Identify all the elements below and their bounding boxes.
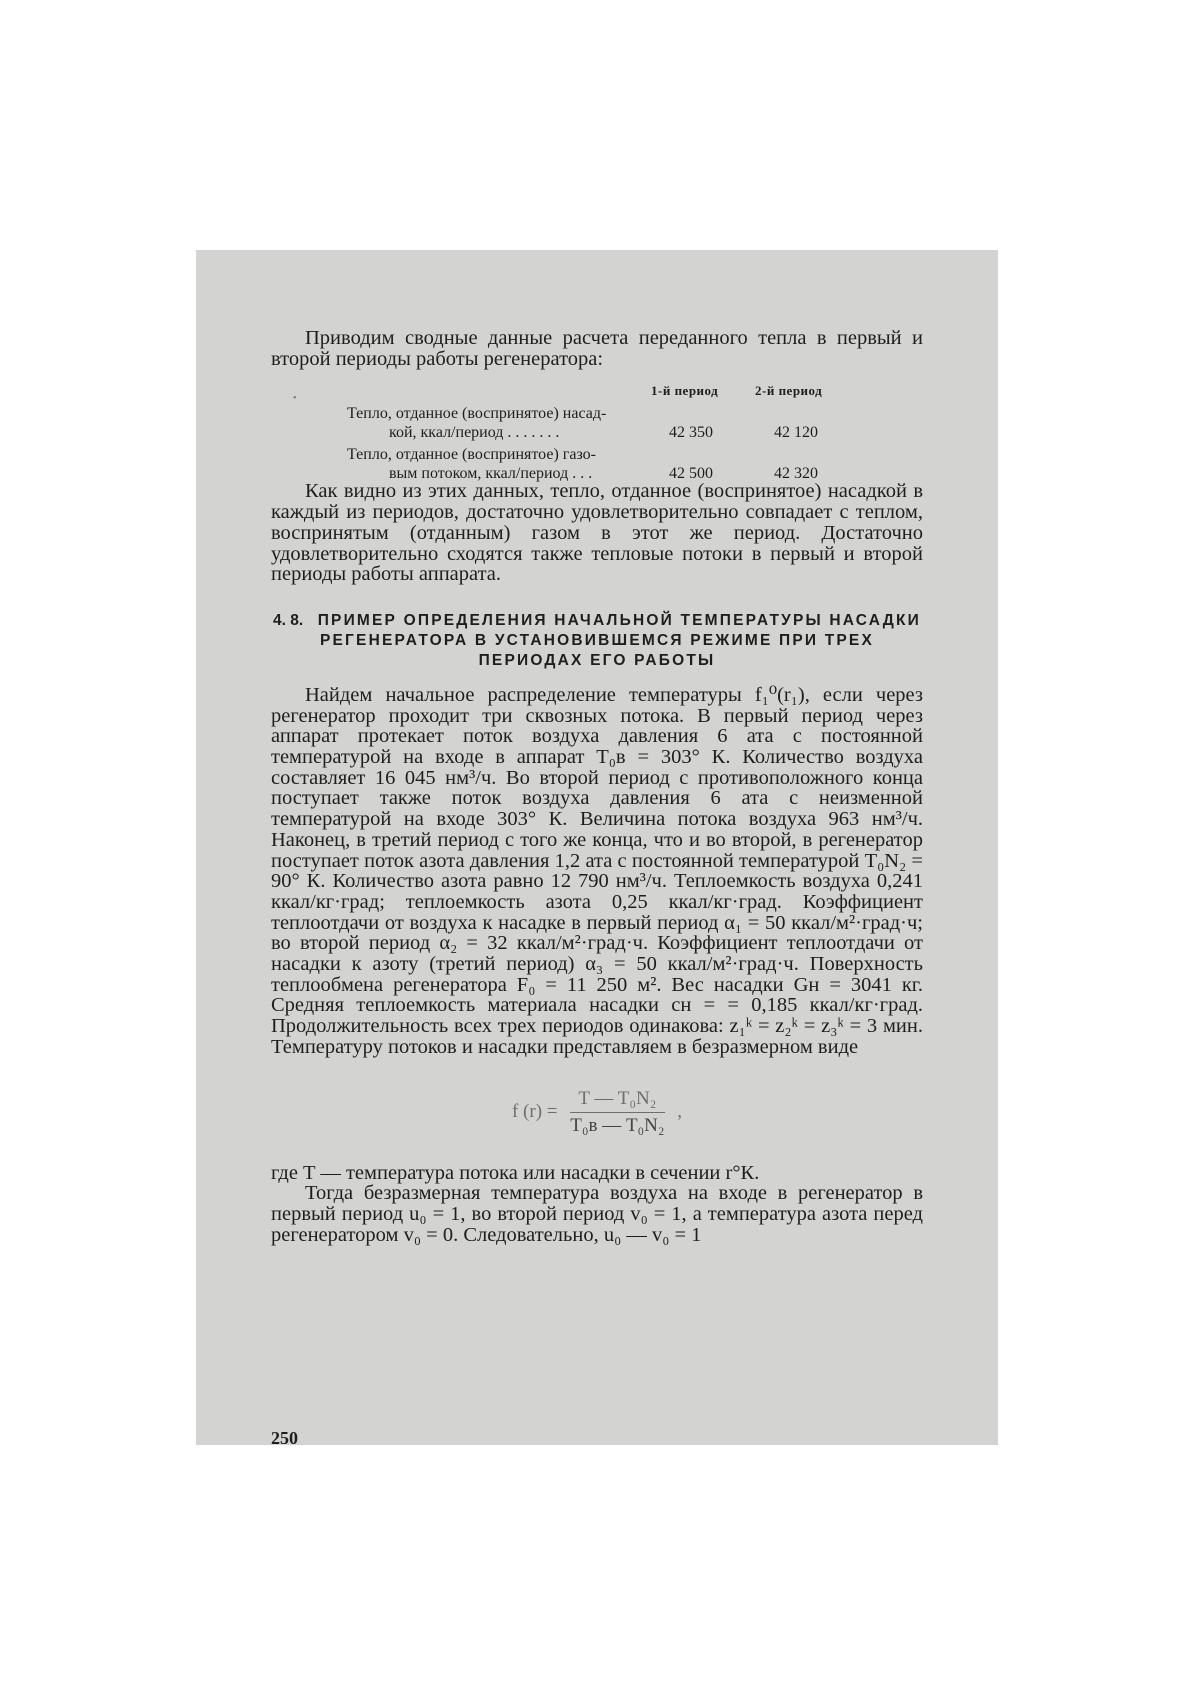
column-header-period-2: 2-й период <box>755 383 823 399</box>
formula-denominator: T₀в — T₀N₂ <box>570 1114 665 1136</box>
row-label-line: кой, ккал/период . . . . . . . <box>389 424 560 442</box>
formula-explanation: где T — температура потока или насадки в сечении r°К. <box>271 1161 760 1184</box>
value-period-1: 42 500 <box>669 465 713 483</box>
value-period-1: 42 350 <box>669 424 713 442</box>
scan-speck: • <box>293 393 297 405</box>
row-label-line: Тепло, отданное (воспринятое) насад- <box>347 405 607 423</box>
formula-tail: , <box>677 1100 683 1122</box>
section-number: 4. 8. <box>273 611 304 629</box>
formula-fraction <box>570 1088 664 1137</box>
heat-table <box>271 381 923 481</box>
formula-lhs: f (r) = <box>511 1100 558 1122</box>
problem-paragraph: Найдем начальное распределение температуры f₁⁰(r₁), если через регенератор проходит три сквозных потока. В первый период через аппарат протекает поток воздуха давления 6 ата с постоянной температурой на входе в аппарат T₀в = 303° К. Количество воздуха составляет 16 045 нм³/ч. Во второй период с противоположного конца поступает также поток воздуха давления 6 ата с неизменной температурой на входе 303° К. Величина потока воздуха 963 нм³/ч. Наконец, в третий период с того же конца, что и во второй, в регенератор поступает поток азота давления 1,2 ата с постоянной температурой T₀N₂ = 90° К. Количество азота равно 12 790 нм³/ч. Теплоемкость воздуха 0,241 ккал/кг·град; теплоемкость азота 0,25 ккал/кг·град. Коэффициент теплоотдачи от воздуха к насадке в первый период α₁ = 50 ккал/м²·град·ч; во второй период α₂ = 32 ккал/м²·град·ч. Коэффициент теплоотдачи от насадки к азоту (третий период) α₃ = 50 ккал/м²·град·ч. Поверхность теплообмена регенератора F₀ = 11 250 м². Вес насадки Gн = 3041 кг. Средняя теплоемкость материала насадки cн = = 0,185 ккал/кг·град. Продолжительность всех трех периодов одинакова: z₁ᵏ = z₂ᵏ = z₃ᵏ = 3 мин. Температуру потоков и насадки представляем в безразмерном виде <box>271 683 923 1058</box>
scanned-page <box>196 250 998 1448</box>
page-number: 250 <box>271 1428 298 1448</box>
page-content <box>271 327 923 1448</box>
row-label <box>347 404 632 442</box>
intro-paragraph: Приводим сводные данные расчета переданного тепла в первый и второй периоды работы регенератора: <box>271 327 923 370</box>
section-title: ПРИМЕР ОПРЕДЕЛЕНИЯ НАЧАЛЬНОЙ ТЕМПЕРАТУРЫ НАСАДКИ РЕГЕНЕРАТОРА В УСТАНОВИВШЕМСЯ РЕЖИМЕ ПРИ ТРЕХ ПЕРИОДАХ ЕГО РАБОТЫ <box>317 611 921 669</box>
value-period-2: 42 120 <box>774 424 818 442</box>
row-label-line: Тепло, отданное (воспринятое) газо- <box>347 446 596 464</box>
column-header-period-1: 1-й период <box>651 383 719 399</box>
row-label-line: вым потоком, ккал/период . . . <box>389 465 593 483</box>
row-label <box>347 445 632 483</box>
dimensionless-formula <box>271 1088 923 1137</box>
results-paragraph: Как видно из этих данных, тепло, отданное (воспринятое) насадкой в каждый из периодов, достаточно удовлетворительно совпадает с теплом, воспринятым (отданным) газом в этот же период. Достаточно удовлетворительно сходятся также тепловые потоки в первый и второй периоды работы аппарата. <box>271 480 923 586</box>
value-period-2: 42 320 <box>774 465 818 483</box>
section-heading <box>271 611 923 671</box>
conclusion-paragraph: Тогда безразмерная температура воздуха на входе в регенератор в первый период u₀ = 1, во второй период v₀ = 1, а температура азота перед регенератором v₀ = 0. Следовательно, u₀ — v₀ = 1 <box>271 1182 923 1246</box>
formula-numerator: T — T₀N₂ <box>570 1088 664 1113</box>
